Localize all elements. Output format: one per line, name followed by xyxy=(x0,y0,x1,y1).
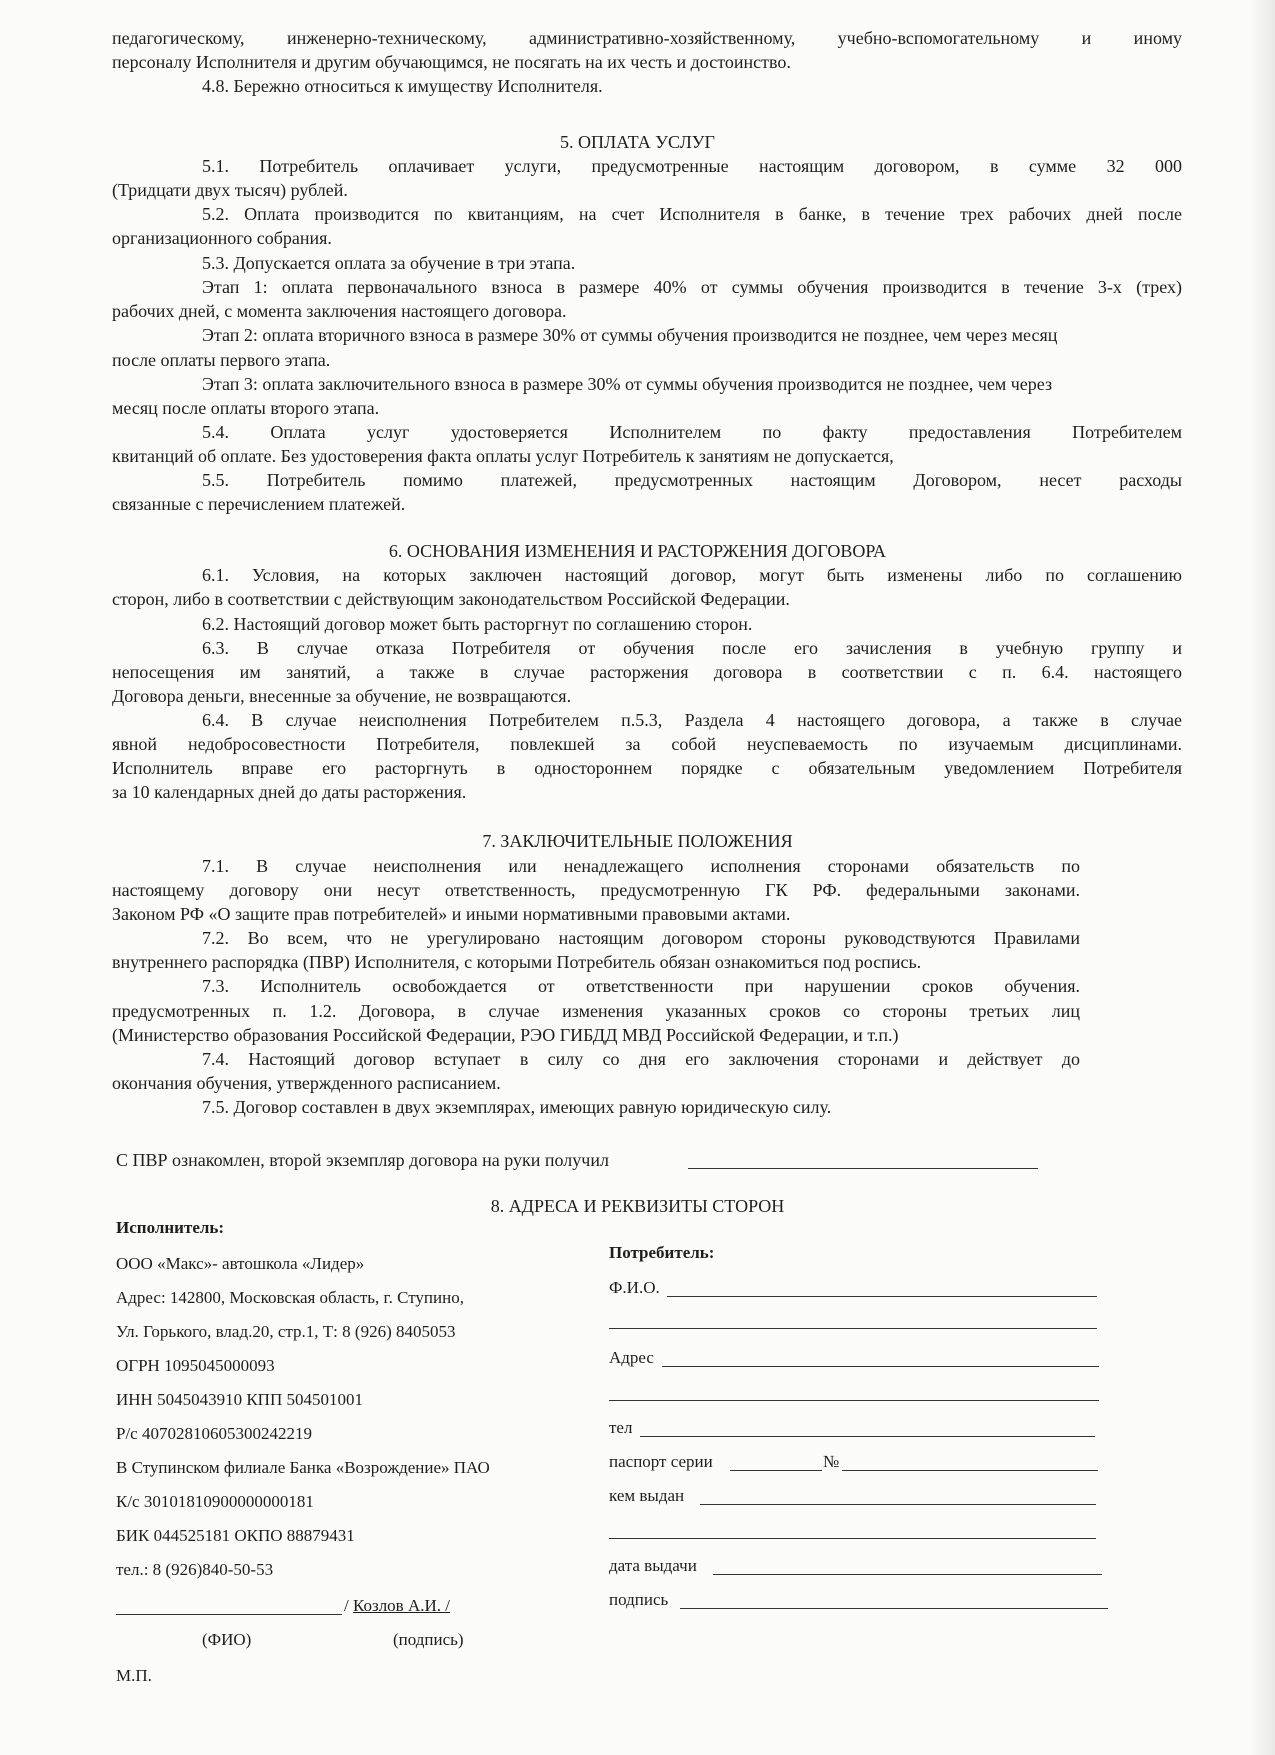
executor-line: Ул. Горького, влад.20, стр.1, Т: 8 (926) 8405053 xyxy=(116,1322,456,1341)
consumer-signature-label: подпись xyxy=(609,1590,669,1609)
passport-series-label: паспорт серии xyxy=(609,1452,713,1471)
executor-line: ОГРН 1095045000093 xyxy=(116,1356,275,1375)
text-line: Законом РФ «О защите прав потребителей» и иными нормативными правовыми актами. xyxy=(112,904,791,924)
text-line: сторон, либо в соответствии с действующим законодательством Российской Федерации. xyxy=(112,589,790,609)
text-line: 7.4. Настоящий договор вступает в силу со дня его заключения сторонами и действует до xyxy=(202,1049,1080,1069)
stamp-place: М.П. xyxy=(116,1666,152,1685)
text-line: настоящему договору они несут ответственность, предусмотренную ГК РФ. федеральными законами. xyxy=(112,880,1080,900)
consumer-fio-field[interactable] xyxy=(667,1296,1097,1297)
text-line: внутреннего распорядка (ПВР) Исполнителя, с которыми Потребитель обязан ознакомиться под роспись. xyxy=(112,952,922,972)
pvr-text: С ПВР ознакомлен, второй экземпляр договора на руки получил xyxy=(116,1150,609,1170)
text-line: 5.2. Оплата производится по квитанциям, на счет Исполнителя в банке, в течение трех рабочих дней после xyxy=(202,204,1182,224)
executor-line: ИНН 5045043910 КПП 504501001 xyxy=(116,1390,363,1409)
passport-number-label: № xyxy=(823,1452,840,1471)
text-line: Этап 1: оплата первоначального взноса в размере 40% от суммы обучения производится в течение 3-х (трех) xyxy=(202,277,1182,297)
text-line: Этап 3: оплата заключительного взноса в размере 30% от суммы обучения производится не позднее, чем через xyxy=(202,374,1053,394)
text-line: 5.3. Допускается оплата за обучение в три этапа. xyxy=(202,253,576,273)
text-line: 5.5. Потребитель помимо платежей, предусмотренных настоящим Договором, несет расходы xyxy=(202,470,1182,490)
text-line: связанные с перечислением платежей. xyxy=(112,494,406,514)
text-line: 6.2. Настоящий договор может быть расторгнут по соглашению сторон. xyxy=(202,614,753,634)
executor-line: Адрес: 142800, Московская область, г. Ступино, xyxy=(116,1288,464,1307)
text-line: 6.4. В случае неисполнения Потребителем п.5.3, Раздела 4 настоящего договора, а также в случае xyxy=(202,710,1182,730)
scan-edge-shadow xyxy=(1249,0,1275,1755)
passport-series-field[interactable] xyxy=(730,1470,822,1471)
executor-line: В Ступинском филиале Банка «Возрождение» ПАО xyxy=(116,1458,490,1477)
text-line: персоналу Исполнителя и другим обучающимся, не посягать на их честь и достоинство. xyxy=(112,52,791,72)
text-line: непосещения им занятий, а также в случае расторжения договора в соответствии с п. 6.4. настоящего xyxy=(112,662,1182,682)
executor-line: тел.: 8 (926)840-50-53 xyxy=(116,1560,274,1579)
consumer-fio-field-2[interactable] xyxy=(609,1328,1097,1329)
text-line: организационного собрания. xyxy=(112,228,332,248)
text-line: после оплаты первого этапа. xyxy=(112,350,331,370)
pvr-acknowledgement xyxy=(116,1150,609,1170)
text-line: 5.1. Потребитель оплачивает услуги, предусмотренные настоящим договором, в сумме 32 000 xyxy=(202,156,1182,176)
fio-caption: (ФИО) xyxy=(202,1630,252,1649)
consumer-address-label: Адрес xyxy=(609,1348,654,1367)
consumer-address-field[interactable] xyxy=(662,1366,1099,1367)
text-line: Исполнитель вправе его расторгнуть в одностороннем порядке с обязательным уведомлением Потребителя xyxy=(112,758,1182,778)
executor-signature-name: Козлов А.И. / xyxy=(352,1596,450,1615)
consumer-signature-field[interactable] xyxy=(680,1608,1108,1609)
text-line: окончания обучения, утвержденного расписанием. xyxy=(112,1073,501,1093)
executor-line: К/с 30101810900000000181 xyxy=(116,1492,314,1511)
consumer-fio-label: Ф.И.О. xyxy=(609,1278,660,1297)
consumer-heading: Потребитель: xyxy=(609,1243,715,1262)
text-line: Договора деньги, внесенные за обучение, не возвращаются. xyxy=(112,686,572,706)
text-line: 5.4. Оплата услуг удостоверяется Исполнителем по факту предоставления Потребителем xyxy=(202,422,1182,442)
text-line: (Министерство образования Российской Федерации, РЭО ГИБДД МВД Российской Федерации, и т.п.) xyxy=(112,1025,899,1045)
text-line: 6.1. Условия, на которых заключен настоящий договор, могут быть изменены либо по соглашению xyxy=(202,565,1182,585)
executor-line: БИК 044525181 ОКПО 88879431 xyxy=(116,1526,355,1545)
consumer-phone-field[interactable] xyxy=(640,1436,1095,1437)
text-line: (Тридцати двух тысяч) рублей. xyxy=(112,180,348,200)
text-line: явной недобросовестности Потребителя, повлекшей за собой неуспеваемость по изучаемым дисциплинами. xyxy=(112,734,1182,754)
text-line: Этап 2: оплата вторичного взноса в размере 30% от суммы обучения производится не позднее, чем через месяц xyxy=(202,325,1058,345)
section-8-title: 8. АДРЕСА И РЕКВИЗИТЫ СТОРОН xyxy=(490,1196,785,1216)
issued-by-field[interactable] xyxy=(700,1504,1096,1505)
consumer-phone-label: тел xyxy=(609,1418,633,1437)
text-line: предусмотренных п. 1.2. Договора, в случае изменения указанных сроков со стороны третьих лиц xyxy=(112,1001,1080,1021)
section-6-title: 6. ОСНОВАНИЯ ИЗМЕНЕНИЯ И РАСТОРЖЕНИЯ ДОГОВОРА xyxy=(388,541,887,561)
issued-by-field-2[interactable] xyxy=(609,1538,1096,1539)
section-5-title: 5. ОПЛАТА УСЛУГ xyxy=(560,132,715,152)
text-line: 6.3. В случае отказа Потребителя от обучения после его зачисления в учебную группу и xyxy=(202,638,1182,658)
text-line: 4.8. Бережно относиться к имуществу Исполнителя. xyxy=(202,76,603,96)
executor-line: ООО «Макс»- автошкола «Лидер» xyxy=(116,1254,365,1273)
signature-caption: (подпись) xyxy=(393,1630,464,1649)
executor-line: Р/с 40702810605300242219 xyxy=(116,1424,312,1443)
passport-number-field[interactable] xyxy=(842,1470,1098,1471)
text-line: 7.3. Исполнитель освобождается от ответственности при нарушении сроков обучения. xyxy=(202,976,1080,996)
executor-heading: Исполнитель: xyxy=(116,1218,225,1237)
section-7-title: 7. ЗАКЛЮЧИТЕЛЬНЫЕ ПОЛОЖЕНИЯ xyxy=(482,831,793,851)
executor-signature: / Козлов А.И. / xyxy=(344,1596,450,1615)
consumer-address-field-2[interactable] xyxy=(609,1400,1099,1401)
pvr-signature-line[interactable] xyxy=(688,1168,1038,1169)
issued-by-label: кем выдан xyxy=(609,1486,685,1505)
text-line: 7.5. Договор составлен в двух экземплярах, имеющих равную юридическую силу. xyxy=(202,1097,832,1117)
issue-date-field[interactable] xyxy=(713,1574,1102,1575)
text-line: 7.1. В случае неисполнения или ненадлежащего исполнения сторонами обязательств по xyxy=(202,856,1080,876)
executor-signature-line[interactable] xyxy=(116,1614,342,1615)
text-line: педагогическому, инженерно-техническому, административно-хозяйственному, учебно-вспомогательному и иному xyxy=(112,28,1182,48)
text-line: 7.2. Во всем, что не урегулировано настоящим договором стороны руководствуются Правилами xyxy=(202,928,1080,948)
issue-date-label: дата выдачи xyxy=(609,1556,697,1575)
text-line: квитанций об оплате. Без удостоверения факта оплаты услуг Потребитель к занятиям не допускается, xyxy=(112,446,894,466)
text-line: месяц после оплаты второго этапа. xyxy=(112,398,380,418)
text-line: рабочих дней, с момента заключения настоящего договора. xyxy=(112,301,567,321)
text-line: за 10 календарных дней до даты расторжения. xyxy=(112,782,467,802)
